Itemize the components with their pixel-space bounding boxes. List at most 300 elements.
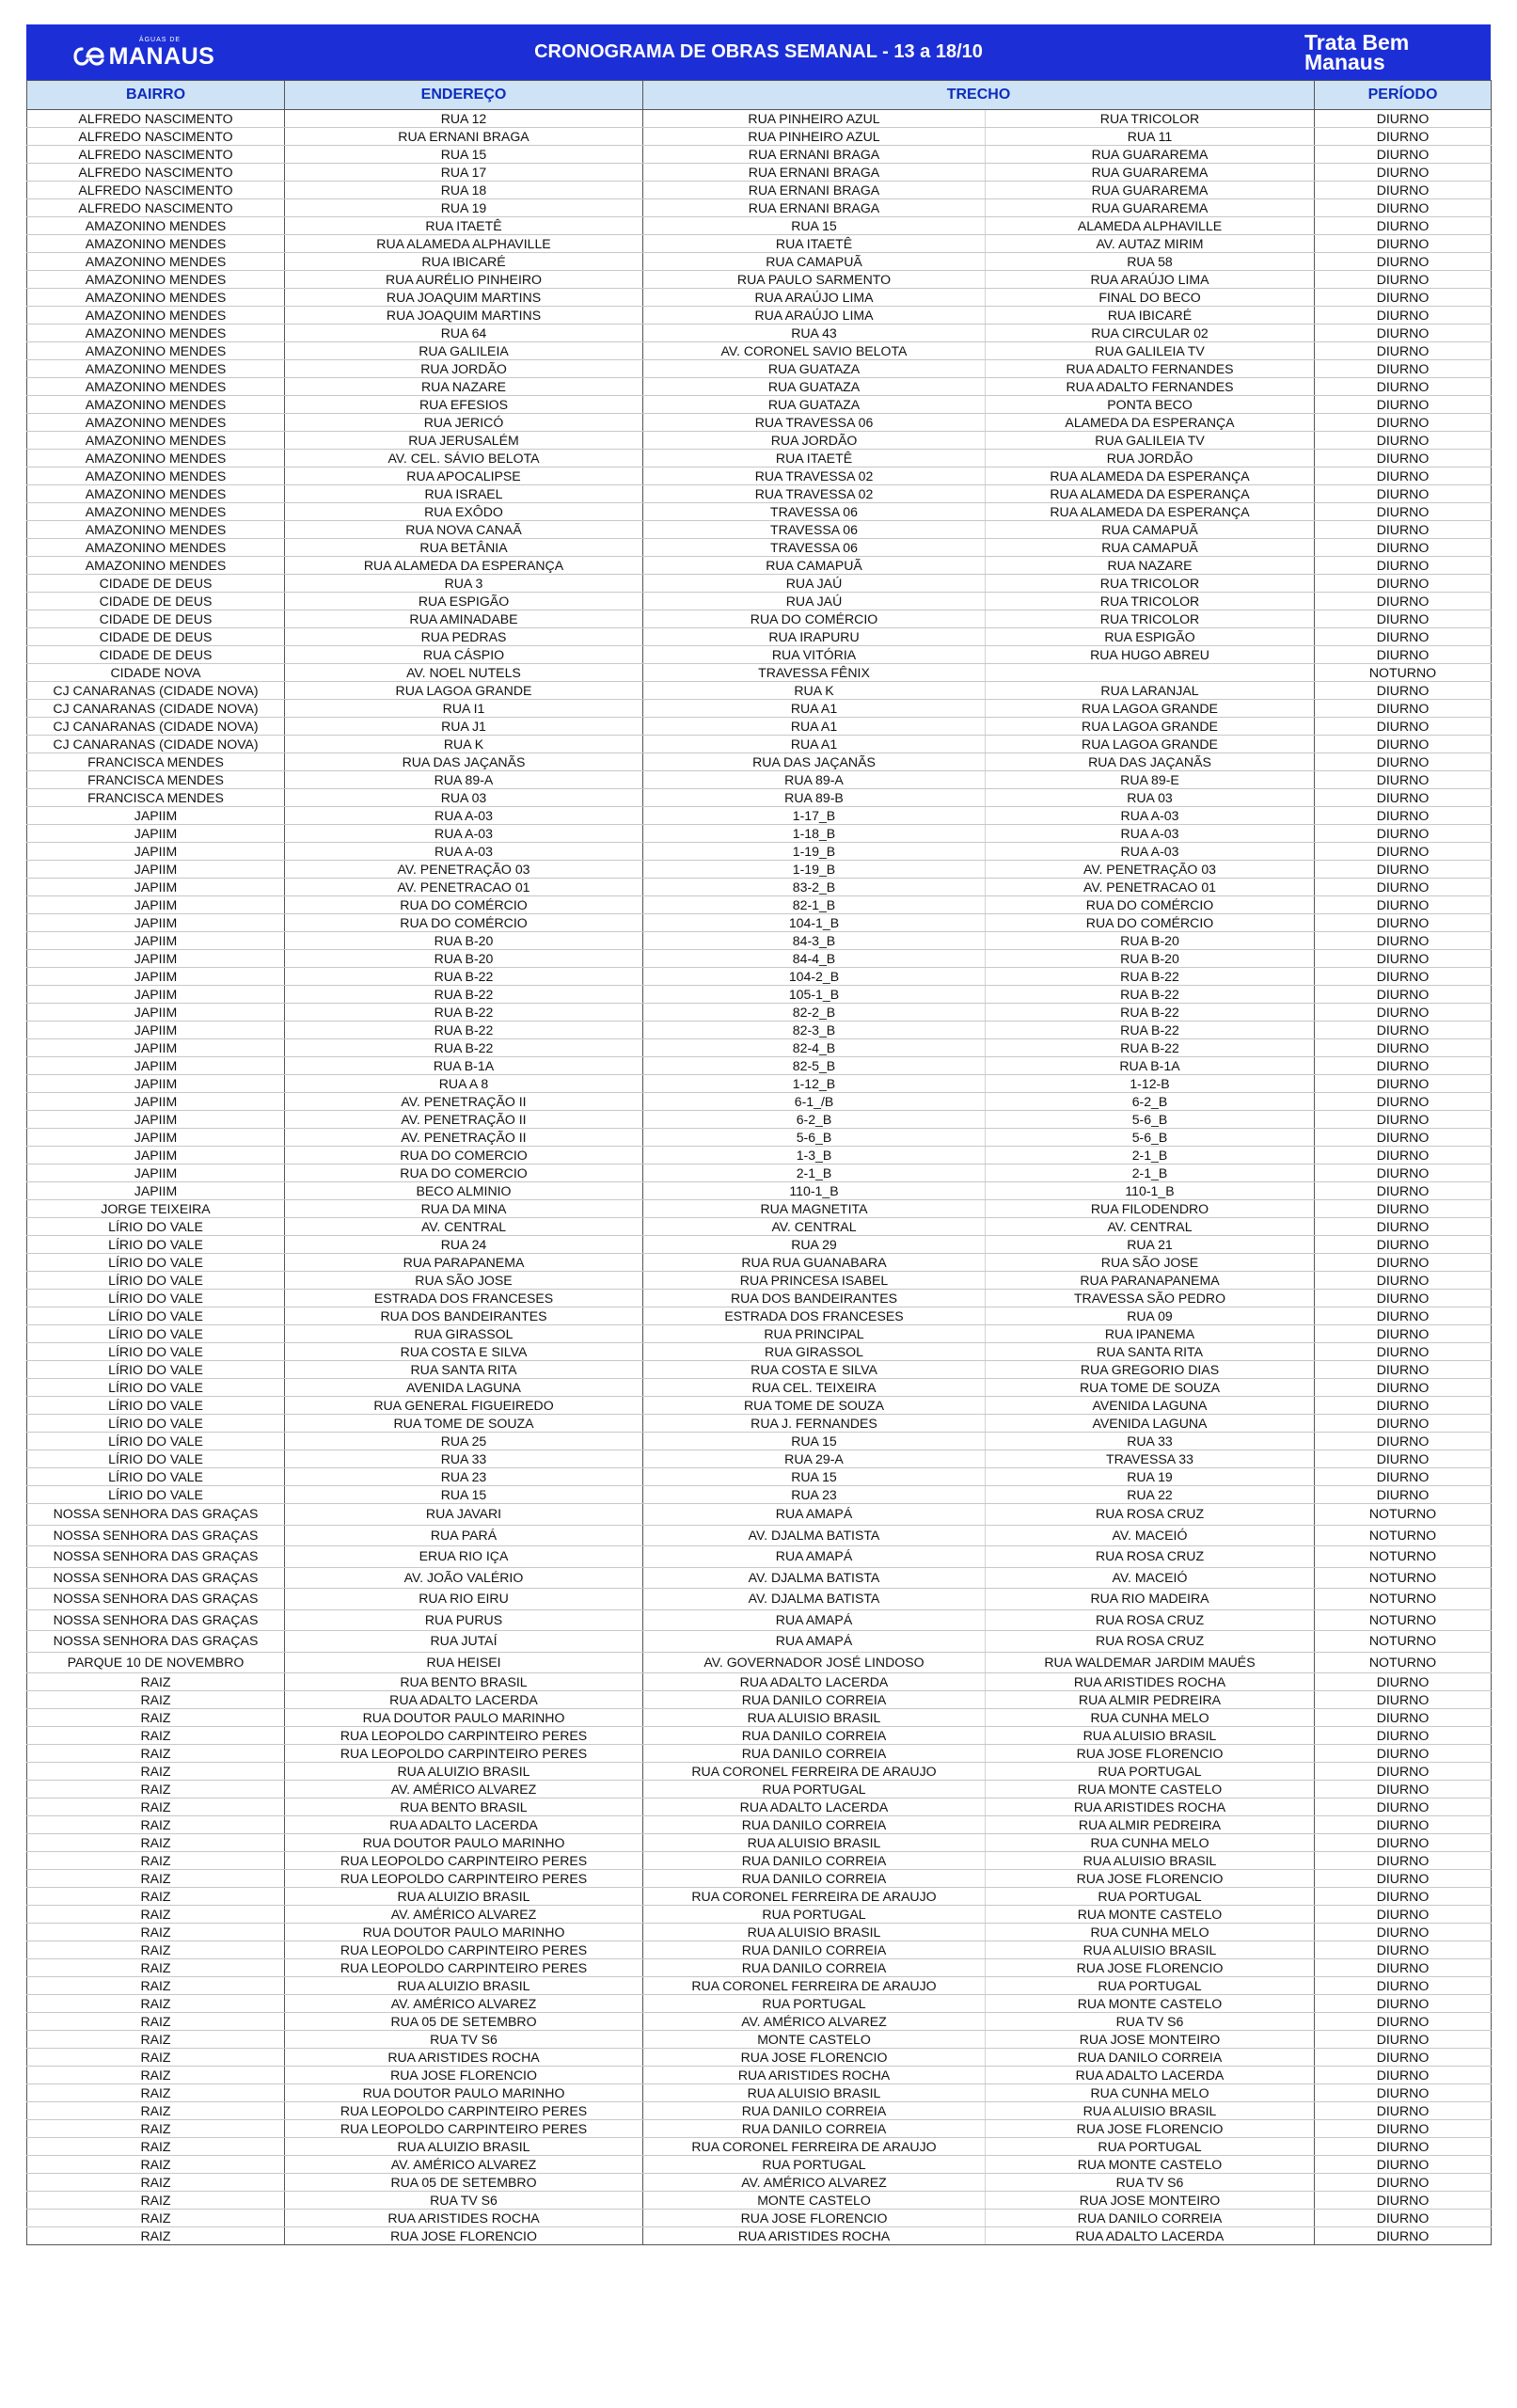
cell-periodo: DIURNO	[1315, 271, 1492, 289]
cell-trecho-to: RUA TRICOLOR	[986, 110, 1315, 128]
cell-endereco: RUA EFESIOS	[285, 396, 643, 414]
column-header-bairro: BAIRRO	[27, 81, 285, 110]
cell-endereco: RUA JERICÓ	[285, 414, 643, 432]
cell-endereco: RUA B-22	[285, 968, 643, 986]
table-row	[27, 1977, 1492, 1995]
cell-bairro: RAIZ	[27, 1816, 285, 1834]
cell-endereco: RUA 24	[285, 1236, 643, 1254]
cell-bairro: RAIZ	[27, 1798, 285, 1816]
cell-endereco: RUA 89-A	[285, 771, 643, 789]
table-row	[27, 1307, 1492, 1325]
cell-bairro: CIDADE DE DEUS	[27, 593, 285, 610]
table-header-row	[27, 81, 1492, 110]
cell-periodo: DIURNO	[1315, 1870, 1492, 1888]
table-row	[27, 289, 1492, 307]
cell-endereco: RUA JOAQUIM MARTINS	[285, 289, 643, 307]
cell-trecho-from: 1-18_B	[643, 825, 986, 843]
cell-endereco: RUA HEISEI	[285, 1652, 643, 1673]
cell-periodo: DIURNO	[1315, 700, 1492, 718]
cell-periodo: DIURNO	[1315, 1745, 1492, 1763]
cell-bairro: AMAZONINO MENDES	[27, 557, 285, 575]
cell-trecho-from: RUA DO COMÉRCIO	[643, 610, 986, 628]
cell-periodo: DIURNO	[1315, 1218, 1492, 1236]
cell-endereco: RUA TV S6	[285, 2031, 643, 2049]
cell-periodo: DIURNO	[1315, 718, 1492, 736]
table-row	[27, 1691, 1492, 1709]
cell-trecho-from: RUA CORONEL FERREIRA DE ARAUJO	[643, 1977, 986, 1995]
cell-periodo: DIURNO	[1315, 503, 1492, 521]
cell-bairro: LÍRIO DO VALE	[27, 1468, 285, 1486]
cell-periodo: DIURNO	[1315, 325, 1492, 342]
cell-bairro: JAPIIM	[27, 825, 285, 843]
table-row	[27, 1589, 1492, 1610]
cell-bairro: JAPIIM	[27, 1039, 285, 1057]
cell-periodo: DIURNO	[1315, 1075, 1492, 1093]
table-row	[27, 396, 1492, 414]
cell-periodo: DIURNO	[1315, 1906, 1492, 1924]
cell-endereco: AV. AMÉRICO ALVAREZ	[285, 1781, 643, 1798]
cell-bairro: FRANCISCA MENDES	[27, 771, 285, 789]
cell-trecho-to: RUA JOSE FLORENCIO	[986, 1870, 1315, 1888]
cell-endereco: RUA DOS BANDEIRANTES	[285, 1307, 643, 1325]
cell-trecho-to: RUA TRICOLOR	[986, 575, 1315, 593]
cell-trecho-from: RUA COSTA E SILVA	[643, 1361, 986, 1379]
cell-bairro: JORGE TEIXEIRA	[27, 1200, 285, 1218]
cell-trecho-from: RUA 29-A	[643, 1450, 986, 1468]
cell-trecho-to: RUA A-03	[986, 843, 1315, 861]
cell-trecho-to: RUA RIO MADEIRA	[986, 1589, 1315, 1610]
cell-bairro: FRANCISCA MENDES	[27, 753, 285, 771]
cell-bairro: AMAZONINO MENDES	[27, 289, 285, 307]
cell-trecho-to: RUA CAMAPUÃ	[986, 521, 1315, 539]
table-row	[27, 2031, 1492, 2049]
cell-trecho-to: RUA ARISTIDES ROCHA	[986, 1798, 1315, 1816]
cell-trecho-to: RUA TV S6	[986, 2174, 1315, 2192]
cell-endereco: RUA 03	[285, 789, 643, 807]
cell-trecho-from: 105-1_B	[643, 986, 986, 1004]
cell-trecho-from: 82-3_B	[643, 1022, 986, 1039]
cell-trecho-to: RUA JOSE MONTEIRO	[986, 2192, 1315, 2210]
cell-trecho-from: 1-17_B	[643, 807, 986, 825]
cell-endereco: RUA ARISTIDES ROCHA	[285, 2210, 643, 2227]
table-row	[27, 2156, 1492, 2174]
cell-trecho-to: RUA GUARAREMA	[986, 146, 1315, 164]
cell-periodo: DIURNO	[1315, 1004, 1492, 1022]
cell-trecho-from: RUA A1	[643, 718, 986, 736]
cell-trecho-from: RUA CAMAPUÃ	[643, 253, 986, 271]
cell-periodo: DIURNO	[1315, 789, 1492, 807]
cell-endereco: AV. PENETRAÇÃO 03	[285, 861, 643, 879]
cell-periodo: DIURNO	[1315, 1888, 1492, 1906]
table-row	[27, 968, 1492, 986]
cell-periodo: DIURNO	[1315, 1272, 1492, 1290]
cell-periodo: DIURNO	[1315, 1057, 1492, 1075]
cell-periodo: NOTURNO	[1315, 664, 1492, 682]
table-row	[27, 575, 1492, 593]
table-row	[27, 199, 1492, 217]
table-row	[27, 789, 1492, 807]
cell-trecho-from: RUA AMAPÁ	[643, 1609, 986, 1631]
cell-periodo: DIURNO	[1315, 1781, 1492, 1798]
cell-bairro: AMAZONINO MENDES	[27, 467, 285, 485]
cell-bairro: AMAZONINO MENDES	[27, 325, 285, 342]
table-row	[27, 1147, 1492, 1164]
cell-trecho-from: RUA 89-B	[643, 789, 986, 807]
table-row	[27, 593, 1492, 610]
cell-trecho-to: RUA GALILEIA TV	[986, 432, 1315, 450]
cell-trecho-from: RUA ARISTIDES ROCHA	[643, 2227, 986, 2245]
cell-endereco: RUA J1	[285, 718, 643, 736]
cell-trecho-to: AV. PENETRAÇÃO 03	[986, 861, 1315, 879]
cell-trecho-to: RUA 11	[986, 128, 1315, 146]
cell-endereco: RUA DAS JAÇANÃS	[285, 753, 643, 771]
cell-bairro: RAIZ	[27, 1727, 285, 1745]
cell-trecho-from: 1-19_B	[643, 861, 986, 879]
table-row	[27, 1609, 1492, 1631]
table-row	[27, 1182, 1492, 1200]
table-row	[27, 1727, 1492, 1745]
cell-trecho-to: RUA HUGO ABREU	[986, 646, 1315, 664]
cell-bairro: JAPIIM	[27, 896, 285, 914]
cell-trecho-from: RUA DANILO CORREIA	[643, 1691, 986, 1709]
cell-trecho-from: AV. CENTRAL	[643, 1218, 986, 1236]
cell-periodo: DIURNO	[1315, 2227, 1492, 2245]
cell-endereco: RUA A-03	[285, 843, 643, 861]
cell-trecho-to: RUA B-20	[986, 950, 1315, 968]
cell-bairro: ALFREDO NASCIMENTO	[27, 182, 285, 199]
cell-bairro: CJ CANARANAS (CIDADE NOVA)	[27, 736, 285, 753]
table-row	[27, 2192, 1492, 2210]
cell-endereco: RUA LEOPOLDO CARPINTEIRO PERES	[285, 1745, 643, 1763]
cell-bairro: JAPIIM	[27, 968, 285, 986]
cell-trecho-to: RUA 89-E	[986, 771, 1315, 789]
cell-periodo: DIURNO	[1315, 1977, 1492, 1995]
table-row	[27, 1272, 1492, 1290]
table-row	[27, 2138, 1492, 2156]
cell-trecho-from: 2-1_B	[643, 1164, 986, 1182]
cell-periodo: DIURNO	[1315, 432, 1492, 450]
table-row	[27, 1129, 1492, 1147]
cell-endereco: RUA ALUIZIO BRASIL	[285, 1888, 643, 1906]
cell-trecho-to: RUA ALAMEDA DA ESPERANÇA	[986, 467, 1315, 485]
cell-bairro: AMAZONINO MENDES	[27, 235, 285, 253]
cell-endereco: AV. PENETRACAO 01	[285, 879, 643, 896]
cell-endereco: RUA GALILEIA	[285, 342, 643, 360]
cell-trecho-from: TRAVESSA FÊNIX	[643, 664, 986, 682]
table-row	[27, 1941, 1492, 1959]
table-row	[27, 271, 1492, 289]
cell-periodo: DIURNO	[1315, 861, 1492, 879]
cell-periodo: DIURNO	[1315, 360, 1492, 378]
logo-main-text: MANAUS	[108, 42, 215, 70]
cell-trecho-from: RUA PINHEIRO AZUL	[643, 110, 986, 128]
table-row	[27, 2120, 1492, 2138]
logo-small-text: ÁGUAS DE	[138, 36, 182, 43]
cell-trecho-to: RUA CUNHA MELO	[986, 1924, 1315, 1941]
cell-endereco: RUA DO COMERCIO	[285, 1164, 643, 1182]
cell-trecho-to: RUA B-22	[986, 986, 1315, 1004]
cell-periodo: DIURNO	[1315, 1379, 1492, 1397]
cell-trecho-from: 6-1_/B	[643, 1093, 986, 1111]
table-row	[27, 503, 1492, 521]
cell-trecho-from: 82-4_B	[643, 1039, 986, 1057]
cell-endereco: RUA 33	[285, 1450, 643, 1468]
cell-periodo: DIURNO	[1315, 1433, 1492, 1450]
cell-trecho-to: RUA GUARAREMA	[986, 199, 1315, 217]
cell-trecho-to: RUA 21	[986, 1236, 1315, 1254]
table-row	[27, 235, 1492, 253]
cell-bairro: JAPIIM	[27, 1057, 285, 1075]
cell-bairro: NOSSA SENHORA DAS GRAÇAS	[27, 1504, 285, 1526]
cell-periodo: DIURNO	[1315, 1798, 1492, 1816]
cell-trecho-from: RUA GUATAZA	[643, 360, 986, 378]
cell-endereco: RUA DOUTOR PAULO MARINHO	[285, 1834, 643, 1852]
cell-endereco: RUA 17	[285, 164, 643, 182]
cell-bairro: RAIZ	[27, 1977, 285, 1995]
cell-trecho-from: AV. AMÉRICO ALVAREZ	[643, 2174, 986, 2192]
cell-endereco: RUA PEDRAS	[285, 628, 643, 646]
cell-trecho-from: RUA MAGNETITA	[643, 1200, 986, 1218]
cell-bairro: CIDADE DE DEUS	[27, 575, 285, 593]
cell-trecho-from: RUA 15	[643, 1468, 986, 1486]
column-header-trecho: TRECHO	[643, 81, 1315, 110]
table-row	[27, 1745, 1492, 1763]
cell-endereco: RUA ITAETÊ	[285, 217, 643, 235]
cell-trecho-to: TRAVESSA SÃO PEDRO	[986, 1290, 1315, 1307]
table-row	[27, 557, 1492, 575]
column-header-periodo: PERÍODO	[1315, 81, 1492, 110]
cell-trecho-from: RUA DANILO CORREIA	[643, 1852, 986, 1870]
cell-periodo: DIURNO	[1315, 932, 1492, 950]
cell-bairro: RAIZ	[27, 2138, 285, 2156]
cell-bairro: JAPIIM	[27, 1022, 285, 1039]
header-banner	[26, 24, 1491, 80]
cell-periodo: DIURNO	[1315, 1164, 1492, 1182]
cell-trecho-to: RUA ARISTIDES ROCHA	[986, 1673, 1315, 1691]
cell-periodo: NOTURNO	[1315, 1567, 1492, 1589]
cell-trecho-to: RUA 03	[986, 789, 1315, 807]
cell-trecho-to: RUA JOSE FLORENCIO	[986, 2120, 1315, 2138]
table-row	[27, 718, 1492, 736]
cell-endereco: RUA ERNANI BRAGA	[285, 128, 643, 146]
cell-bairro: AMAZONINO MENDES	[27, 450, 285, 467]
cell-trecho-to	[986, 664, 1315, 682]
cell-bairro: RAIZ	[27, 1924, 285, 1941]
cell-endereco: AVENIDA LAGUNA	[285, 1379, 643, 1397]
cell-periodo: DIURNO	[1315, 1039, 1492, 1057]
table-row	[27, 807, 1492, 825]
cell-endereco: RUA ESPIGÃO	[285, 593, 643, 610]
cell-bairro: LÍRIO DO VALE	[27, 1325, 285, 1343]
table-row	[27, 986, 1492, 1004]
cell-endereco: RUA LEOPOLDO CARPINTEIRO PERES	[285, 1959, 643, 1977]
cell-trecho-to: RUA ADALTO FERNANDES	[986, 360, 1315, 378]
cell-trecho-to: RUA ALMIR PEDREIRA	[986, 1816, 1315, 1834]
cell-trecho-from: 104-1_B	[643, 914, 986, 932]
cell-bairro: CJ CANARANAS (CIDADE NOVA)	[27, 682, 285, 700]
table-row	[27, 1290, 1492, 1307]
table-row	[27, 914, 1492, 932]
cell-bairro: LÍRIO DO VALE	[27, 1361, 285, 1379]
cell-trecho-from: RUA ERNANI BRAGA	[643, 164, 986, 182]
cell-trecho-from: AV. DJALMA BATISTA	[643, 1525, 986, 1546]
cell-periodo: NOTURNO	[1315, 1546, 1492, 1568]
cell-endereco: RUA SANTA RITA	[285, 1361, 643, 1379]
table-row	[27, 342, 1492, 360]
cell-bairro: AMAZONINO MENDES	[27, 396, 285, 414]
cell-trecho-from: RUA ARISTIDES ROCHA	[643, 2067, 986, 2084]
table-row	[27, 1254, 1492, 1272]
table-row	[27, 1361, 1492, 1379]
cell-periodo: DIURNO	[1315, 1022, 1492, 1039]
cell-endereco: RUA NAZARE	[285, 378, 643, 396]
cell-trecho-to: ALAMEDA ALPHAVILLE	[986, 217, 1315, 235]
cell-bairro: JAPIIM	[27, 1093, 285, 1111]
table-row	[27, 217, 1492, 235]
cell-periodo: DIURNO	[1315, 2192, 1492, 2210]
cell-bairro: RAIZ	[27, 2013, 285, 2031]
cell-periodo: DIURNO	[1315, 1415, 1492, 1433]
cell-trecho-from: RUA K	[643, 682, 986, 700]
cell-bairro: RAIZ	[27, 2192, 285, 2210]
table-row	[27, 1164, 1492, 1182]
cell-endereco: RUA B-22	[285, 1022, 643, 1039]
cell-trecho-from: RUA DANILO CORREIA	[643, 1745, 986, 1763]
cell-endereco: RUA GIRASSOL	[285, 1325, 643, 1343]
table-row	[27, 2210, 1492, 2227]
cell-trecho-from: RUA TOME DE SOUZA	[643, 1397, 986, 1415]
cell-periodo: DIURNO	[1315, 1673, 1492, 1691]
cell-endereco: RUA PURUS	[285, 1609, 643, 1631]
cell-trecho-from: RUA DANILO CORREIA	[643, 1959, 986, 1977]
cell-trecho-from: RUA AMAPÁ	[643, 1546, 986, 1568]
cell-periodo: DIURNO	[1315, 342, 1492, 360]
cell-bairro: RAIZ	[27, 2031, 285, 2049]
cell-bairro: CIDADE DE DEUS	[27, 610, 285, 628]
cell-trecho-from: RUA ITAETÊ	[643, 450, 986, 467]
cell-endereco: RUA ALUIZIO BRASIL	[285, 2138, 643, 2156]
cell-trecho-from: RUA ALUISIO BRASIL	[643, 1834, 986, 1852]
table-row	[27, 1397, 1492, 1415]
cell-bairro: LÍRIO DO VALE	[27, 1236, 285, 1254]
cell-trecho-from: RUA ALUISIO BRASIL	[643, 2084, 986, 2102]
cell-bairro: LÍRIO DO VALE	[27, 1272, 285, 1290]
table-row	[27, 2174, 1492, 2192]
cell-trecho-to: RUA GUARAREMA	[986, 164, 1315, 182]
cell-trecho-from: RUA JOSE FLORENCIO	[643, 2210, 986, 2227]
cell-trecho-to: 2-1_B	[986, 1164, 1315, 1182]
table-row	[27, 2084, 1492, 2102]
table-row	[27, 646, 1492, 664]
cell-trecho-to: AV. MACEIÓ	[986, 1567, 1315, 1589]
cell-endereco: RUA DO COMERCIO	[285, 1147, 643, 1164]
brand-line-2: Manaus	[1304, 49, 1385, 74]
cell-bairro: NOSSA SENHORA DAS GRAÇAS	[27, 1631, 285, 1653]
table-row	[27, 1450, 1492, 1468]
cell-periodo: DIURNO	[1315, 986, 1492, 1004]
cell-trecho-to: RUA 19	[986, 1468, 1315, 1486]
cell-bairro: JAPIIM	[27, 861, 285, 879]
cell-trecho-to: RUA A-03	[986, 825, 1315, 843]
table-row	[27, 1798, 1492, 1816]
cell-bairro: JAPIIM	[27, 1182, 285, 1200]
cell-endereco: AV. PENETRAÇÃO II	[285, 1111, 643, 1129]
aguas-de-manaus-logo	[26, 24, 261, 80]
cell-trecho-to: RUA DANILO CORREIA	[986, 2210, 1315, 2227]
table-row	[27, 1468, 1492, 1486]
cell-endereco: AV. AMÉRICO ALVAREZ	[285, 1995, 643, 2013]
cell-bairro: RAIZ	[27, 1906, 285, 1924]
cell-trecho-from: RUA PORTUGAL	[643, 1781, 986, 1798]
cell-trecho-to: RUA MONTE CASTELO	[986, 1995, 1315, 2013]
cell-periodo: DIURNO	[1315, 1254, 1492, 1272]
cell-endereco: AV. NOEL NUTELS	[285, 664, 643, 682]
cell-trecho-from: 83-2_B	[643, 879, 986, 896]
table-row	[27, 182, 1492, 199]
cell-bairro: ALFREDO NASCIMENTO	[27, 164, 285, 182]
cell-endereco: RUA 05 DE SETEMBRO	[285, 2013, 643, 2031]
cell-trecho-from: RUA 43	[643, 325, 986, 342]
cell-trecho-from: RUA PORTUGAL	[643, 1995, 986, 2013]
cell-endereco: RUA LEOPOLDO CARPINTEIRO PERES	[285, 1870, 643, 1888]
cell-periodo: NOTURNO	[1315, 1609, 1492, 1631]
cell-trecho-from: 82-2_B	[643, 1004, 986, 1022]
cell-periodo: DIURNO	[1315, 146, 1492, 164]
cell-periodo: DIURNO	[1315, 2049, 1492, 2067]
table-row	[27, 1093, 1492, 1111]
table-body	[27, 110, 1492, 2245]
cell-periodo: DIURNO	[1315, 1763, 1492, 1781]
table-row	[27, 2067, 1492, 2084]
cell-endereco: RUA JAVARI	[285, 1504, 643, 1526]
cell-bairro: LÍRIO DO VALE	[27, 1254, 285, 1272]
cell-trecho-to: RUA 33	[986, 1433, 1315, 1450]
table-row	[27, 1057, 1492, 1075]
cell-trecho-to: RUA 22	[986, 1486, 1315, 1504]
cell-bairro: CIDADE NOVA	[27, 664, 285, 682]
cell-periodo: NOTURNO	[1315, 1504, 1492, 1526]
cell-endereco: RUA 12	[285, 110, 643, 128]
cell-trecho-from: RUA ARAÚJO LIMA	[643, 289, 986, 307]
cell-trecho-to: RUA TOME DE SOUZA	[986, 1379, 1315, 1397]
cell-periodo: DIURNO	[1315, 1486, 1492, 1504]
cell-endereco: AV. CENTRAL	[285, 1218, 643, 1236]
cell-trecho-to: RUA DANILO CORREIA	[986, 2049, 1315, 2067]
cell-periodo: DIURNO	[1315, 1816, 1492, 1834]
drop-wave-icon	[73, 47, 105, 66]
cell-bairro: RAIZ	[27, 2120, 285, 2138]
cell-trecho-to: 2-1_B	[986, 1147, 1315, 1164]
cell-trecho-from: RUA JOSE FLORENCIO	[643, 2049, 986, 2067]
cell-trecho-from: 82-5_B	[643, 1057, 986, 1075]
cell-bairro: CIDADE DE DEUS	[27, 628, 285, 646]
cell-periodo: DIURNO	[1315, 1343, 1492, 1361]
cell-bairro: NOSSA SENHORA DAS GRAÇAS	[27, 1589, 285, 1610]
schedule-sheet	[26, 24, 1491, 2245]
table-row	[27, 896, 1492, 914]
cell-bairro: JAPIIM	[27, 950, 285, 968]
cell-periodo: DIURNO	[1315, 1727, 1492, 1745]
cell-trecho-to: RUA ROSA CRUZ	[986, 1546, 1315, 1568]
cell-endereco: RUA JORDÃO	[285, 360, 643, 378]
cell-periodo: DIURNO	[1315, 2031, 1492, 2049]
cell-bairro: JAPIIM	[27, 1004, 285, 1022]
cell-bairro: AMAZONINO MENDES	[27, 485, 285, 503]
cell-endereco: RUA DO COMÉRCIO	[285, 896, 643, 914]
cell-periodo: DIURNO	[1315, 879, 1492, 896]
cell-trecho-from: RUA 23	[643, 1486, 986, 1504]
cell-periodo: DIURNO	[1315, 1361, 1492, 1379]
